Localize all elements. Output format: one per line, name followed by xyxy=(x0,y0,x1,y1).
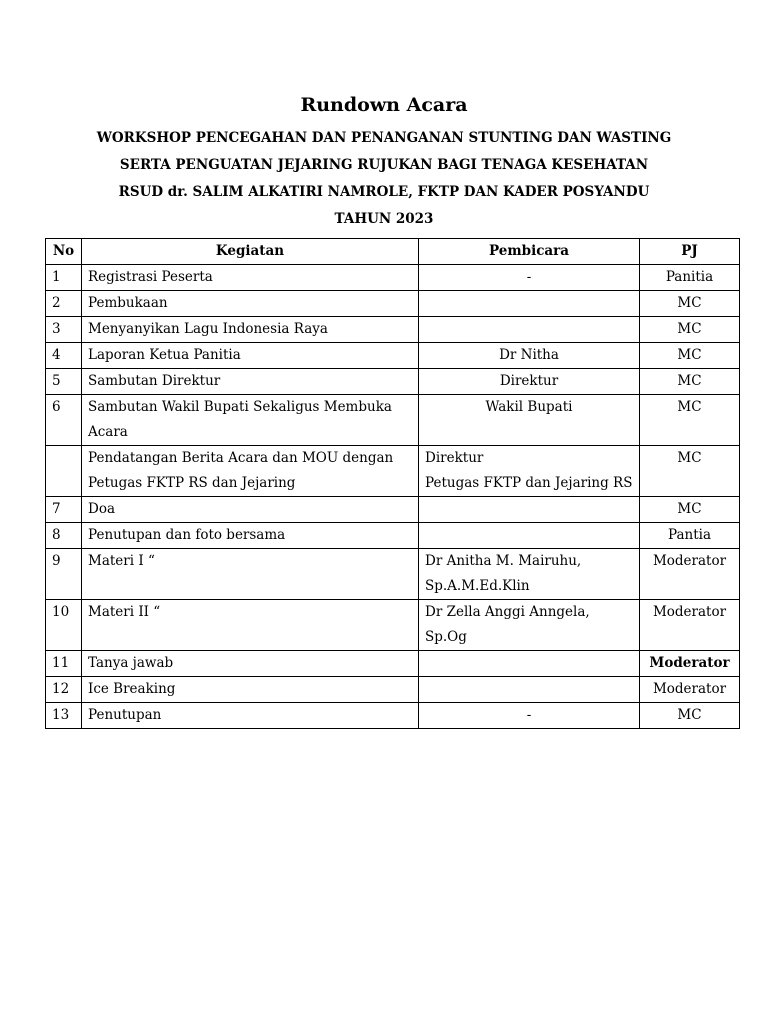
cell-pj: MC xyxy=(640,395,740,446)
rundown-table-body xyxy=(46,265,740,729)
cell-no xyxy=(46,446,82,497)
cell-kegiatan xyxy=(82,677,419,703)
cell-kegiatan xyxy=(82,651,419,677)
header-no: No xyxy=(46,239,82,265)
cell-kegiatan xyxy=(82,291,419,317)
cell-pembicara xyxy=(419,369,640,395)
cell-pj: MC xyxy=(640,291,740,317)
cell-kegiatan xyxy=(82,523,419,549)
cell-pj: Moderator xyxy=(640,600,740,651)
table-row xyxy=(46,265,740,291)
kegiatan-line: Menyanyikan Lagu Indonesia Raya xyxy=(88,321,328,337)
cell-kegiatan xyxy=(82,549,419,600)
table-row xyxy=(46,600,740,651)
cell-no: 1 xyxy=(46,265,82,291)
cell-pembicara xyxy=(419,523,640,549)
cell-pj: Moderator xyxy=(640,651,740,677)
kegiatan-line: Pembukaan xyxy=(88,295,168,311)
cell-pembicara xyxy=(419,651,640,677)
table-row xyxy=(46,317,740,343)
cell-no: 8 xyxy=(46,523,82,549)
cell-kegiatan xyxy=(82,343,419,369)
pembicara-line: Petugas FKTP dan Jejaring RS xyxy=(425,475,633,491)
cell-pembicara xyxy=(419,703,640,729)
pembicara-line: - xyxy=(526,707,532,723)
cell-no: 5 xyxy=(46,369,82,395)
cell-kegiatan xyxy=(82,703,419,729)
cell-pj: Panitia xyxy=(640,265,740,291)
kegiatan-line: Sambutan Direktur xyxy=(88,373,221,389)
cell-no: 9 xyxy=(46,549,82,600)
cell-pembicara xyxy=(419,549,640,600)
table-row xyxy=(46,523,740,549)
cell-pembicara xyxy=(419,497,640,523)
cell-no: 7 xyxy=(46,497,82,523)
table-row xyxy=(46,651,740,677)
cell-pj: Moderator xyxy=(640,677,740,703)
kegiatan-line: Materi I “ xyxy=(88,553,155,569)
pembicara-line: Wakil Bupati xyxy=(485,399,573,415)
subtitle-line-1: WORKSHOP PENCEGAHAN DAN PENANGANAN STUNTING DAN WASTING xyxy=(96,130,672,146)
cell-pembicara xyxy=(419,265,640,291)
rundown-table xyxy=(45,238,740,729)
cell-pembicara xyxy=(419,395,640,446)
pembicara-line: Sp.A.M.Ed.Klin xyxy=(425,578,530,594)
table-row xyxy=(46,497,740,523)
kegiatan-line: Petugas FKTP RS dan Jejaring xyxy=(88,475,296,491)
kegiatan-line: Ice Breaking xyxy=(88,681,176,697)
pembicara-line: Dr Anitha M. Mairuhu, xyxy=(425,553,582,569)
table-row xyxy=(46,677,740,703)
cell-kegiatan xyxy=(82,446,419,497)
cell-pj: Moderator xyxy=(640,549,740,600)
kegiatan-line: Laporan Ketua Panitia xyxy=(88,347,241,363)
cell-kegiatan xyxy=(82,395,419,446)
kegiatan-line: Sambutan Wakil Bupati Sekaligus Membuka xyxy=(88,399,392,415)
pembicara-line: Dr Nitha xyxy=(499,347,559,363)
subtitle-line-4: TAHUN 2023 xyxy=(334,211,434,227)
pembicara-line: - xyxy=(526,269,532,285)
table-header-row xyxy=(46,239,740,265)
cell-pembicara xyxy=(419,291,640,317)
cell-no: 10 xyxy=(46,600,82,651)
kegiatan-line: Penutupan xyxy=(88,707,162,723)
cell-no: 2 xyxy=(46,291,82,317)
table-row xyxy=(46,343,740,369)
cell-kegiatan xyxy=(82,317,419,343)
table-row xyxy=(46,395,740,446)
cell-pembicara xyxy=(419,317,640,343)
cell-pembicara xyxy=(419,343,640,369)
cell-pembicara xyxy=(419,677,640,703)
kegiatan-line: Pendatangan Berita Acara dan MOU dengan xyxy=(88,450,394,466)
cell-no: 4 xyxy=(46,343,82,369)
cell-kegiatan xyxy=(82,600,419,651)
table-row xyxy=(46,703,740,729)
cell-pj: MC xyxy=(640,497,740,523)
header-pembicara: Pembicara xyxy=(419,239,640,265)
subtitle-line-2: SERTA PENGUATAN JEJARING RUJUKAN BAGI TENAGA KESEHATAN xyxy=(119,157,649,173)
table-row xyxy=(46,446,740,497)
cell-pj: MC xyxy=(640,703,740,729)
cell-pj: MC xyxy=(640,369,740,395)
cell-kegiatan xyxy=(82,369,419,395)
table-row xyxy=(46,549,740,600)
cell-no: 13 xyxy=(46,703,82,729)
table-row xyxy=(46,291,740,317)
kegiatan-line: Doa xyxy=(88,501,115,517)
cell-kegiatan xyxy=(82,265,419,291)
header-kegiatan: Kegiatan xyxy=(82,239,419,265)
cell-pj: Pantia xyxy=(640,523,740,549)
cell-pj: MC xyxy=(640,317,740,343)
cell-no: 11 xyxy=(46,651,82,677)
cell-kegiatan xyxy=(82,497,419,523)
pembicara-line: Dr Zella Anggi Anngela, Sp.Og xyxy=(425,604,590,645)
kegiatan-line: Registrasi Peserta xyxy=(88,269,213,285)
kegiatan-line: Tanya jawab xyxy=(88,655,174,671)
cell-pembicara xyxy=(419,600,640,651)
cell-pj: MC xyxy=(640,446,740,497)
cell-no: 12 xyxy=(46,677,82,703)
subtitle-line-3: RSUD dr. SALIM ALKATIRI NAMROLE, FKTP DAN KADER POSYANDU xyxy=(118,184,650,200)
cell-pembicara xyxy=(419,446,640,497)
pembicara-line: Direktur xyxy=(499,373,559,389)
pembicara-line: Direktur xyxy=(425,450,484,466)
header-pj: PJ xyxy=(640,239,740,265)
cell-no: 6 xyxy=(46,395,82,446)
kegiatan-line: Acara xyxy=(88,424,128,440)
kegiatan-line: Penutupan dan foto bersama xyxy=(88,527,286,543)
page-title: Rundown Acara xyxy=(300,94,468,116)
cell-pj: MC xyxy=(640,343,740,369)
table-row xyxy=(46,369,740,395)
kegiatan-line: Materi II “ xyxy=(88,604,161,620)
cell-no: 3 xyxy=(46,317,82,343)
